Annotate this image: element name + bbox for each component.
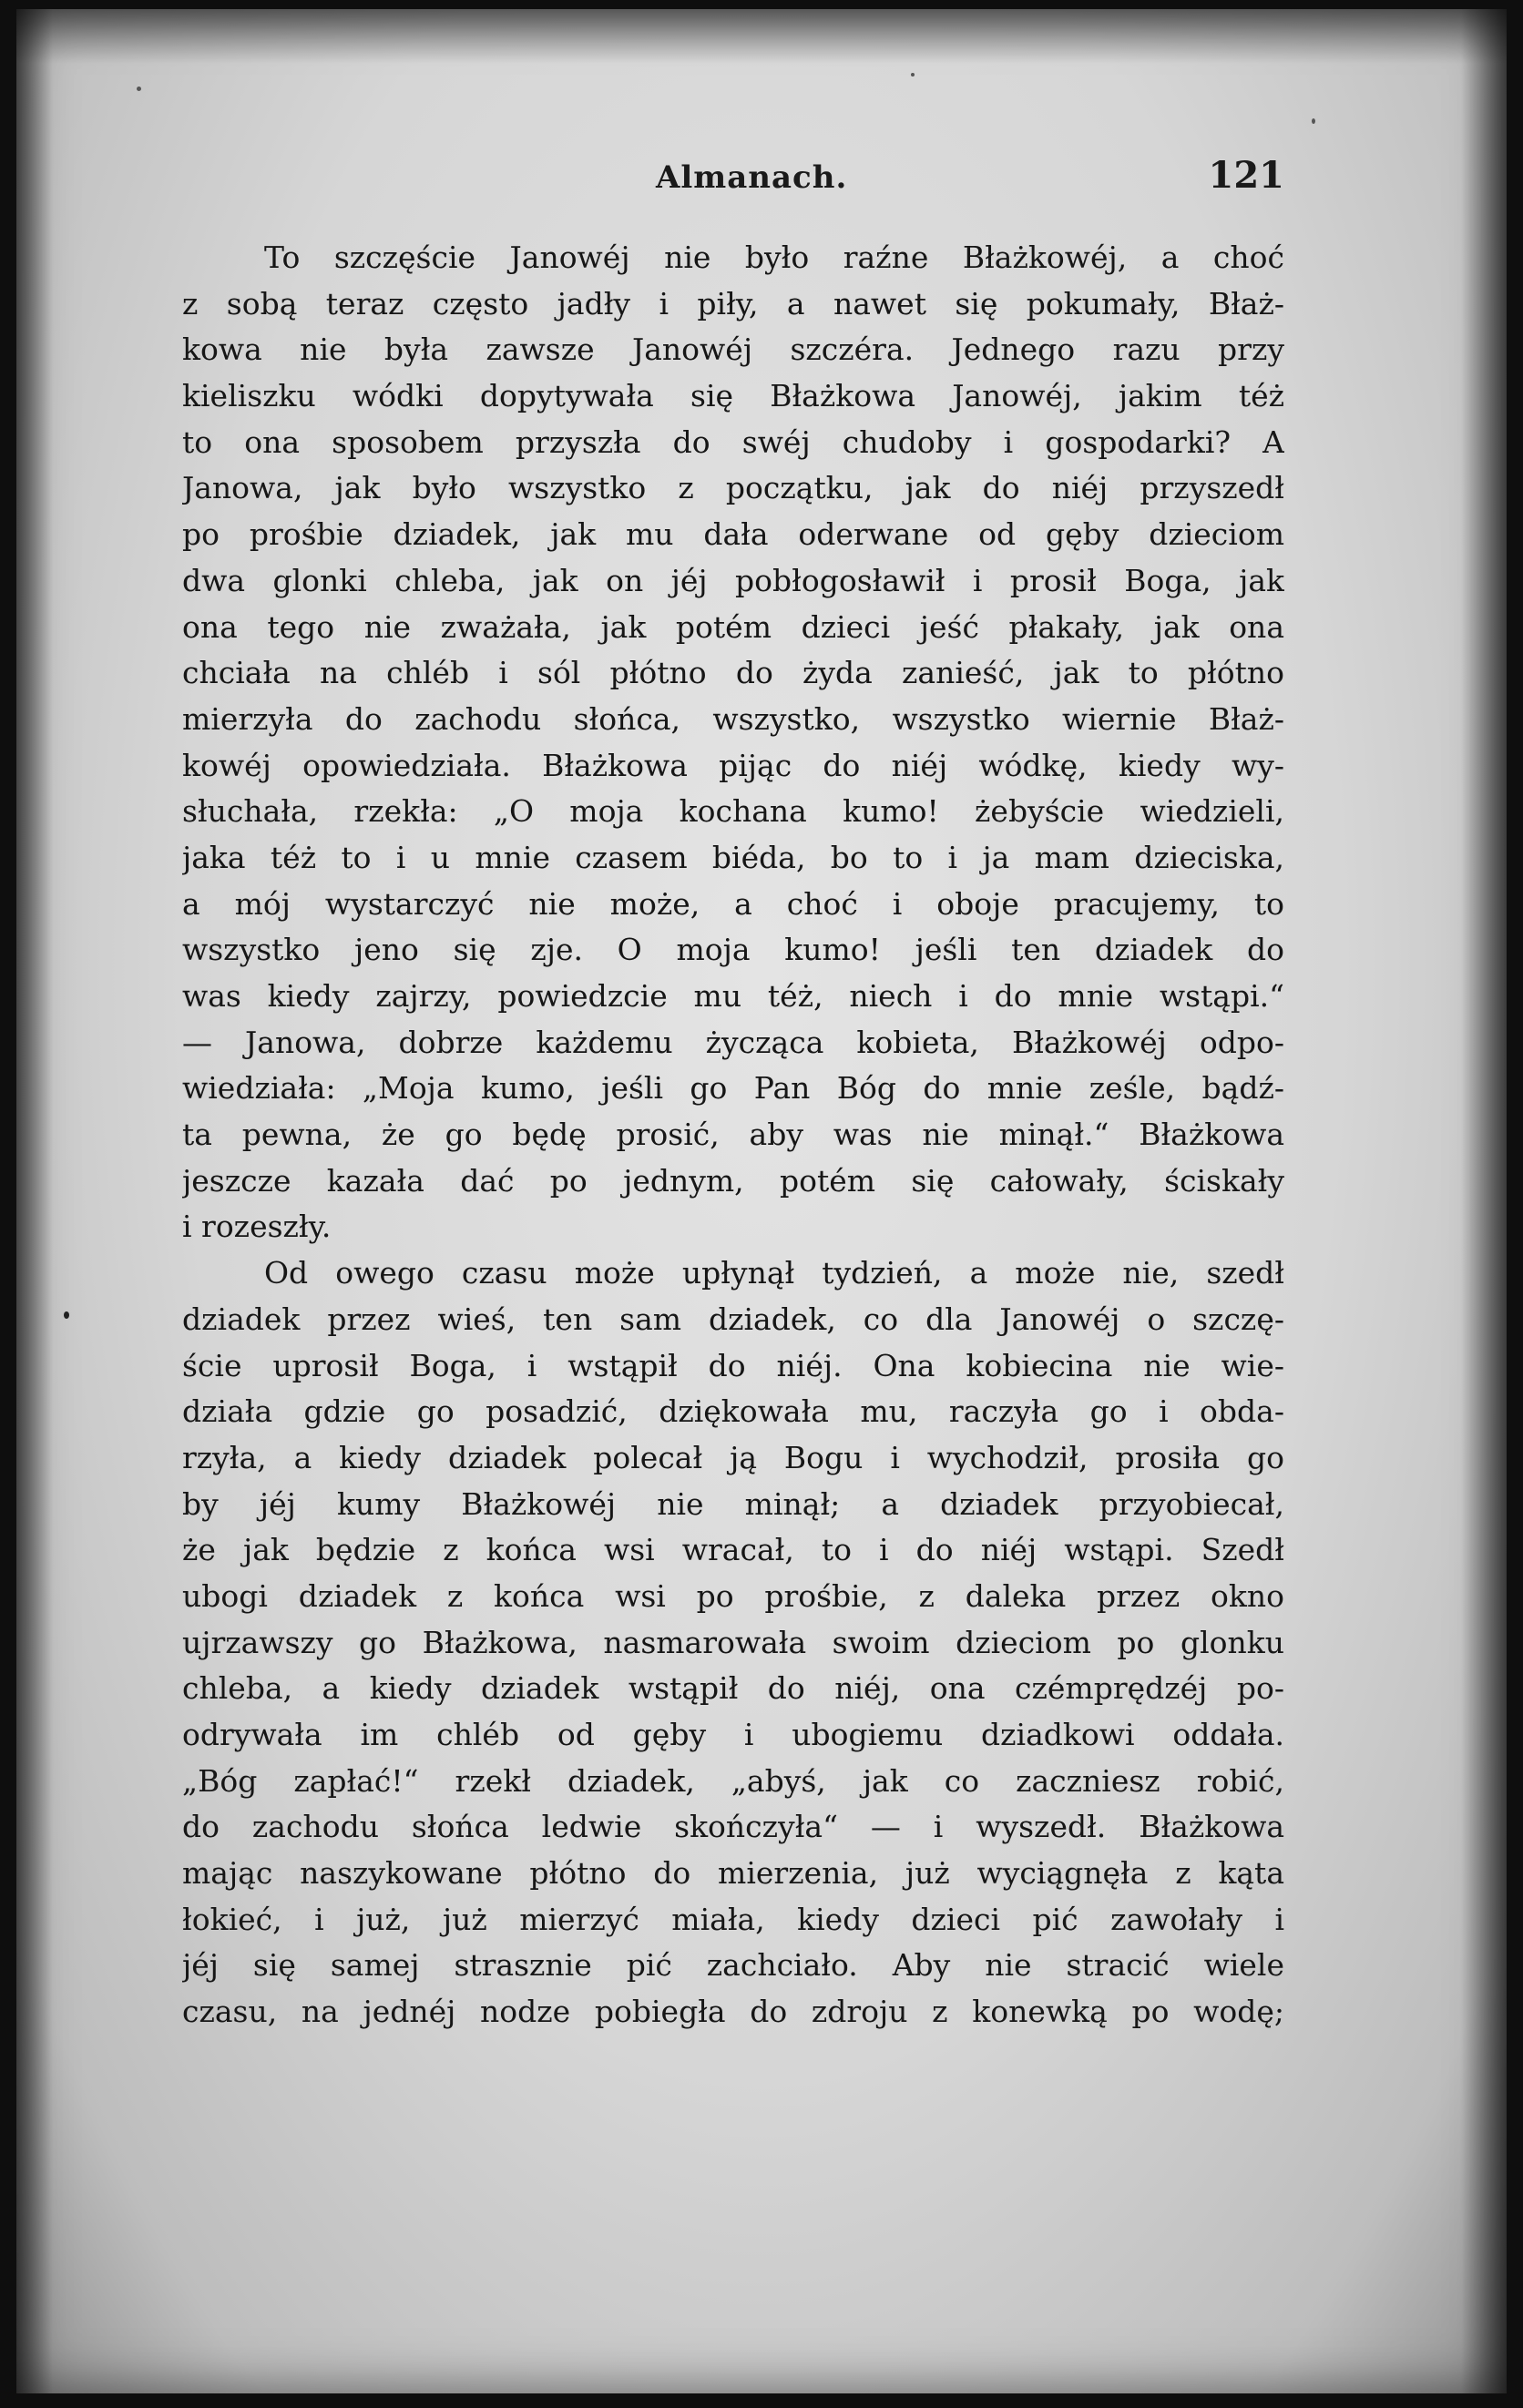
text-line: jeszcze kazała dać po jednym, potém się całowały, ściskały	[182, 1162, 1284, 1199]
text-line: chleba, a kiedy dziadek wstąpił do niéj, ona czémprędzéj po-	[182, 1670, 1284, 1707]
page-edge-shadow-top	[16, 9, 1507, 64]
text-line: ta pewna, że go będę prosić, aby was nie minął.“ Błażkowa	[182, 1117, 1284, 1153]
text-line: ujrzawszy go Błażkowa, nasmarowała swoim dzieciom po glonku	[182, 1624, 1284, 1660]
text-line: do zachodu słońca ledwie skończyła“ — i wyszedł. Błażkowa	[182, 1809, 1284, 1845]
paper-speck	[911, 73, 915, 77]
text-line: kieliszku wódki dopytywała się Błażkowa Janowéj, jakim téż	[182, 378, 1284, 414]
running-head: Almanach.	[656, 159, 848, 196]
text-line: po prośbie dziadek, jak mu dała oderwane od gęby dzieciom	[182, 516, 1284, 553]
text-line: ona tego nie zważała, jak potém dzieci jeść płakały, jak ona	[182, 608, 1284, 645]
page-edge-shadow-right	[1461, 9, 1507, 2393]
text-line: — Janowa, dobrze każdemu życząca kobieta, Błażkowéj odpo-	[182, 1024, 1284, 1060]
text-line: rzyła, a kiedy dziadek polecał ją Bogu i wychodził, prosiła go	[182, 1439, 1284, 1475]
text-line: dziadek przez wieś, ten sam dziadek, co dla Janowéj o szczę-	[182, 1301, 1284, 1337]
paper-speck	[1312, 118, 1315, 124]
text-line: wszystko jeno się zje. O moja kumo! jeśli ten dziadek do	[182, 932, 1284, 968]
text-line: To szczęście Janowéj nie było raźne Błażkowéj, a choć	[264, 240, 1284, 275]
text-line: „Bóg zapłać!“ rzekł dziadek, „abyś, jak co zaczniesz robić,	[182, 1762, 1284, 1799]
text-line: kowa nie była zawsze Janowéj szczéra. Jednego razu przy	[182, 332, 1284, 368]
text-line: ście uprosił Boga, i wstąpił do niéj. Ona kobiecina nie wie-	[182, 1347, 1284, 1383]
text-line: mierzyła do zachodu słońca, wszystko, wszystko wiernie Błaż-	[182, 700, 1284, 737]
text-line: i rozeszły.	[182, 1209, 332, 1245]
text-line: a mój wystarczyć nie może, a choć i oboje pracujemy, to	[182, 885, 1284, 922]
page-header	[182, 150, 1284, 205]
text-line: Od owego czasu może upłynął tydzień, a może nie, szedł	[264, 1255, 1284, 1291]
text-line: dwa glonki chleba, jak on jéj pobłogosławił i prosił Boga, jak	[182, 562, 1284, 598]
text-line: Janowa, jak było wszystko z początku, jak do niéj przyszedł	[182, 470, 1284, 506]
text-line: łokieć, i już, już mierzyć miała, kiedy dzieci pić zawołały i	[182, 1901, 1284, 1937]
text-line: by jéj kumy Błażkowéj nie minął; a dziadek przyobiecał,	[182, 1485, 1284, 1522]
text-line: to ona sposobem przyszła do swéj chudoby i gospodarki? A	[182, 423, 1284, 460]
text-line: jaka téż to i u mnie czasem biéda, bo to i ja mam dzieciska,	[182, 839, 1284, 875]
text-line: chciała na chléb i sól płótno do żyda zanieść, jak to płótno	[182, 655, 1284, 691]
text-line: odrywała im chléb od gęby i ubogiemu dziadkowi oddała.	[182, 1717, 1284, 1752]
paper-speck	[137, 87, 141, 91]
text-line: ubogi dziadek z końca wsi po prośbie, z daleka przez okno	[182, 1577, 1284, 1614]
paper-speck	[64, 1311, 69, 1319]
text-line: mając naszykowane płótno do mierzenia, już wyciągnęła z kąta	[182, 1855, 1284, 1892]
text-line: jéj się samej strasznie pić zachciało. Aby nie stracić wiele	[182, 1947, 1284, 1984]
body-text	[182, 235, 1284, 2036]
text-line: was kiedy zajrzy, powiedzcie mu téż, niech i do mnie wstąpi.“	[182, 978, 1284, 1014]
text-line: wiedziała: „Moja kumo, jeśli go Pan Bóg do mnie ześle, bądź-	[182, 1070, 1284, 1107]
text-line: działa gdzie go posadzić, dziękowała mu, raczyła go i obda-	[182, 1393, 1284, 1430]
page-number: 121	[1208, 154, 1284, 197]
text-line: czasu, na jednéj nodze pobiegła do zdroju z konewką po wodę;	[182, 1994, 1284, 2030]
text-line: że jak będzie z końca wsi wracał, to i do niéj wstąpi. Szedł	[182, 1532, 1284, 1568]
text-line: słuchała, rzekła: „O moja kochana kumo! żebyście wiedzieli,	[182, 793, 1284, 830]
page-edge-shadow-left	[16, 9, 53, 2393]
text-line: kowéj opowiedziała. Błażkowa pijąc do niéj wódkę, kiedy wy-	[182, 747, 1284, 783]
text-line: z sobą teraz często jadły i piły, a nawet się pokumały, Błaż-	[182, 285, 1284, 321]
